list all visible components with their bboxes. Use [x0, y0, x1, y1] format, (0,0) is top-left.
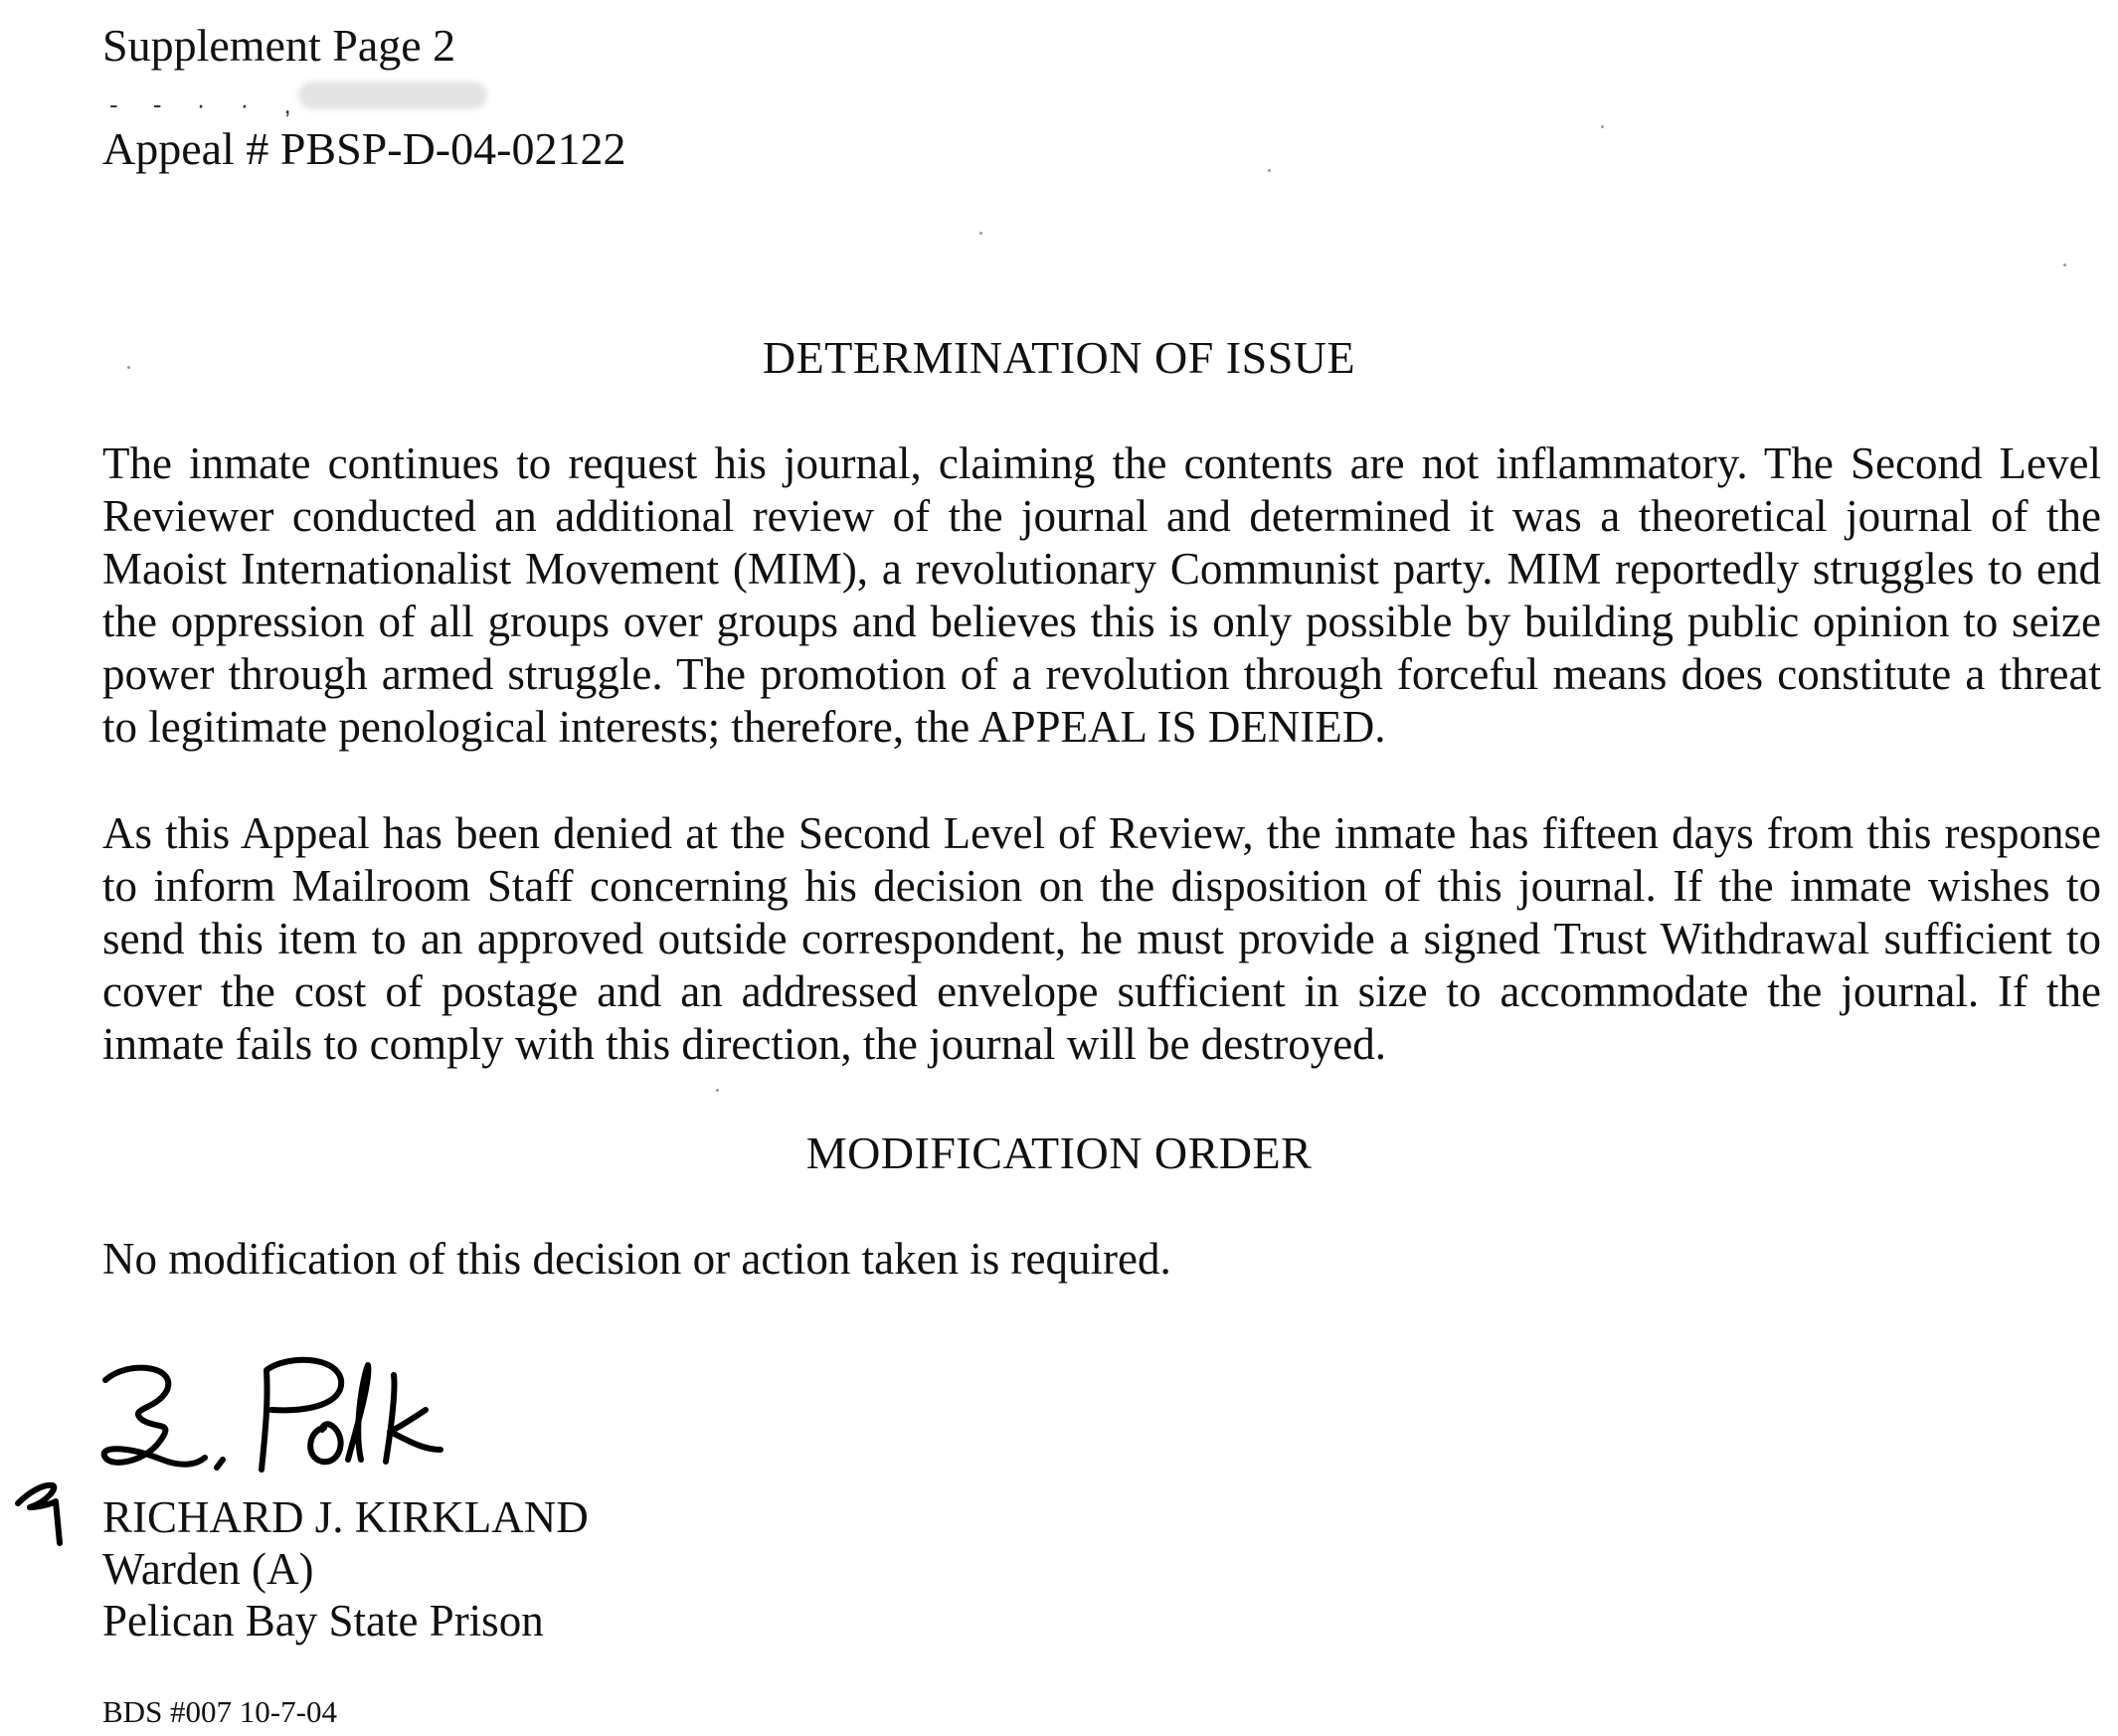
scan-speck: [979, 232, 982, 235]
form-code: BDS #007 10-7-04: [102, 1694, 337, 1729]
redacted-name: [298, 82, 487, 109]
scan-speck: [1601, 125, 1604, 128]
handwritten-signature: [88, 1350, 465, 1489]
redacted-name-remnant: - - · · ,: [109, 89, 305, 119]
determination-paragraph-1: The inmate continues to request his journal, claiming the contents are not inflammatory. The Second Level Reviewer conducted an additional review of the journal and determined it was a theoretical journal of the Maoist Internationalist Movement (MIM), a revolutionary Communist party. MIM reportedly struggles to end the oppression of all groups over groups and believes this is only possible by building public opinion to seize power through armed struggle. The promotion of a revolution through forceful means does constitute a threat to legitimate penological interests; therefore, the APPEAL IS DENIED.: [102, 438, 2101, 752]
modification-text: No modification of this decision or action taken is required.: [102, 1234, 1171, 1284]
determination-heading: DETERMINATION OF ISSUE: [762, 332, 1356, 383]
modification-heading: MODIFICATION ORDER: [805, 1128, 1313, 1178]
scan-speck: [1268, 169, 1271, 172]
scan-speck: [2063, 263, 2066, 266]
appeal-number: Appeal # PBSP-D-04-02122: [102, 123, 626, 174]
supplement-page-label: Supplement Page 2: [102, 20, 456, 71]
initial-mark: [8, 1474, 78, 1553]
scan-speck: [716, 1089, 719, 1092]
signer-name: RICHARD J. KIRKLAND: [102, 1492, 589, 1542]
scan-speck: [127, 366, 130, 369]
signer-title: Warden (A): [102, 1544, 314, 1594]
signer-institution: Pelican Bay State Prison: [102, 1596, 544, 1646]
determination-paragraph-2: As this Appeal has been denied at the Second Level of Review, the inmate has fifteen days from this response to inform Mailroom Staff concerning his decision on the disposition of this journal. If the inmate wishes to send this item to an approved outside correspondent, he must provide a signed Trust Withdrawal sufficient to cover the cost of postage and an addressed envelope sufficient in size to accommodate the journal. If the inmate fails to comply with this direction, the journal will be destroyed.: [102, 808, 2101, 1069]
